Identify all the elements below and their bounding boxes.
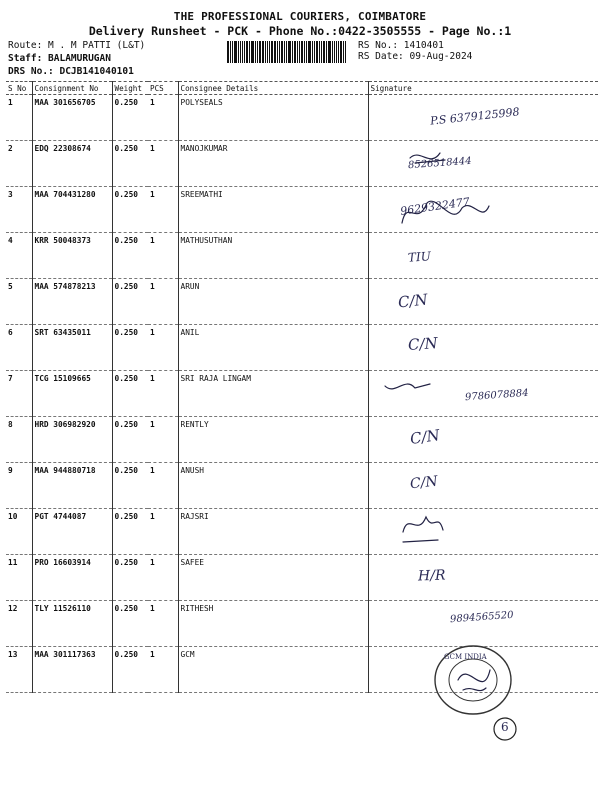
barcode-bar <box>279 41 280 63</box>
cell-sno: 10 <box>6 509 32 555</box>
cell-consignee: SRI RAJA LINGAM <box>178 371 368 417</box>
cell-weight: 0.250 <box>112 509 148 555</box>
table-row <box>6 509 598 555</box>
cell-sig <box>368 233 598 279</box>
barcode-bar <box>265 41 266 63</box>
cell-consignment: PRO 16603914 <box>32 555 112 601</box>
cell-consignee: SREEMATHI <box>178 187 368 233</box>
cell-consignee: RITHESH <box>178 601 368 647</box>
barcode-bar <box>240 41 242 63</box>
barcode-bar <box>249 41 250 63</box>
barcode-bar <box>340 41 342 63</box>
col-signature: Signature <box>368 82 598 95</box>
handwritten-signature: C/N <box>409 473 439 493</box>
barcode-bar <box>281 41 283 63</box>
cell-sno: 4 <box>6 233 32 279</box>
company-name: THE PROFESSIONAL COURIERS, COIMBATORE <box>173 10 427 23</box>
route-label: Route: M . M PATTI (L&T) <box>8 40 146 51</box>
cell-consignee: ANUSH <box>178 463 368 509</box>
barcode-bar <box>308 41 311 63</box>
col-weight: Weight <box>112 82 148 95</box>
cell-consignee: SAFEE <box>178 555 368 601</box>
barcode-bar <box>294 41 296 63</box>
cell-pcs: 1 <box>148 187 178 233</box>
rs-date: RS Date: 09-Aug-2024 <box>358 51 473 62</box>
cell-consignment: MAA 574878213 <box>32 279 112 325</box>
barcode-bar <box>332 41 333 63</box>
col-pcs: PCS <box>148 82 178 95</box>
cell-weight: 0.250 <box>112 187 148 233</box>
cell-consignment: EDQ 22308674 <box>32 141 112 187</box>
cell-consignee: MATHUSUTHAN <box>178 233 368 279</box>
barcode-bar <box>227 41 229 63</box>
barcode-bar <box>297 41 298 63</box>
cell-sno: 6 <box>6 325 32 371</box>
barcode-bar <box>277 41 278 63</box>
cell-sno: 11 <box>6 555 32 601</box>
cell-weight: 0.250 <box>112 233 148 279</box>
cell-consignee: ANIL <box>178 325 368 371</box>
cell-sno: 2 <box>6 141 32 187</box>
barcode-bar <box>306 41 307 63</box>
stamp <box>428 640 518 720</box>
table-row <box>6 417 598 463</box>
cell-pcs: 1 <box>148 95 178 141</box>
barcode-bar <box>267 41 268 63</box>
table-row <box>6 187 598 233</box>
cell-sig <box>368 417 598 463</box>
cell-consignment: PGT 4744087 <box>32 509 112 555</box>
cell-consignment: SRT 63435011 <box>32 325 112 371</box>
cell-weight: 0.250 <box>112 141 148 187</box>
cell-consignee: POLYSEALS <box>178 95 368 141</box>
cell-pcs: 1 <box>148 417 178 463</box>
cell-weight: 0.250 <box>112 417 148 463</box>
staff-label: Staff: BALAMURUGAN <box>8 53 111 64</box>
cell-consignee: ARUN <box>178 279 368 325</box>
cell-weight: 0.250 <box>112 555 148 601</box>
cell-pcs: 1 <box>148 555 178 601</box>
handwritten-signature: C/N <box>397 290 429 312</box>
barcode-bar <box>345 41 346 63</box>
runsheet-title: Delivery Runsheet - PCK - Phone No.:0422-3505555 - Page No.:1 <box>88 24 512 38</box>
cell-pcs: 1 <box>148 647 178 693</box>
barcode-bar <box>316 41 318 63</box>
cell-sno: 5 <box>6 279 32 325</box>
barcode-bar <box>286 41 287 63</box>
barcode-bar <box>292 41 293 63</box>
cell-consignee: RAJSRI <box>178 509 368 555</box>
cell-weight: 0.250 <box>112 601 148 647</box>
cell-weight: 0.250 <box>112 647 148 693</box>
barcode-bar <box>257 41 258 63</box>
table-row <box>6 463 598 509</box>
table-row <box>6 141 598 187</box>
handwritten-signature: 9894565520 <box>449 609 514 626</box>
barcode-bar <box>284 41 285 63</box>
barcode-bar <box>328 41 331 63</box>
cell-consignment: HRD 306982920 <box>32 417 112 463</box>
signature-scribble <box>397 198 497 238</box>
barcode-bar <box>334 41 335 63</box>
table-row <box>6 325 598 371</box>
stamp-text: GCM INDIA <box>444 653 487 661</box>
barcode-bar <box>269 41 270 63</box>
barcode-bar <box>242 41 243 63</box>
barcode-bar <box>255 41 256 63</box>
cell-pcs: 1 <box>148 371 178 417</box>
barcode-bar <box>234 41 237 63</box>
cell-consignee: RENTLY <box>178 417 368 463</box>
barcode-bar <box>232 41 233 63</box>
cell-pcs: 1 <box>148 325 178 371</box>
cell-sig <box>368 463 598 509</box>
barcode-bar <box>321 41 322 63</box>
cell-sno: 7 <box>6 371 32 417</box>
barcode-bar <box>238 41 239 63</box>
cell-sno: 3 <box>6 187 32 233</box>
cell-pcs: 1 <box>148 141 178 187</box>
cell-consignment: MAA 301656705 <box>32 95 112 141</box>
runsheet-table <box>6 81 598 693</box>
cell-sno: 9 <box>6 463 32 509</box>
circled-number-text: 6 <box>501 720 509 734</box>
cell-pcs: 1 <box>148 601 178 647</box>
barcode-bar <box>338 41 339 63</box>
handwritten-signature: C/N <box>407 333 439 355</box>
cell-weight: 0.250 <box>112 95 148 141</box>
cell-pcs: 1 <box>148 509 178 555</box>
cell-consignee: MANOJKUMAR <box>178 141 368 187</box>
table-row <box>6 279 598 325</box>
barcode-bar <box>271 41 274 63</box>
barcode-bar <box>244 41 245 63</box>
handwritten-signature: 9629322477 <box>399 195 471 218</box>
cell-sno: 1 <box>6 95 32 141</box>
col-consignment: Consignment No <box>32 82 112 95</box>
cell-consignment: MAA 944880718 <box>32 463 112 509</box>
cell-weight: 0.250 <box>112 325 148 371</box>
col-consignee: Consignee Details <box>178 82 368 95</box>
handwritten-signature: 8526518444 <box>407 155 472 172</box>
table-row <box>6 233 598 279</box>
barcode-bar <box>259 41 261 63</box>
barcode-bar <box>336 41 338 63</box>
barcode-bar <box>301 41 303 63</box>
barcode-bar <box>326 41 327 63</box>
rs-number: RS No.: 1410401 <box>358 40 444 51</box>
barcode-bar <box>312 41 313 63</box>
cell-sno: 12 <box>6 601 32 647</box>
cell-sno: 8 <box>6 417 32 463</box>
barcode-bar <box>288 41 291 63</box>
cell-pcs: 1 <box>148 279 178 325</box>
handwritten-signature: 9786078884 <box>464 387 529 404</box>
handwritten-signature: H/R <box>417 567 446 585</box>
table-row <box>6 555 598 601</box>
barcode-bar <box>343 41 344 63</box>
barcode-bar <box>323 41 325 63</box>
table-header-row <box>6 82 598 95</box>
handwritten-signature: C/N <box>408 426 441 448</box>
barcode-bar <box>314 41 315 63</box>
col-sno: S No <box>6 82 32 95</box>
barcode-bar <box>274 41 276 63</box>
cell-sig <box>368 555 598 601</box>
signature-scribble <box>405 148 505 188</box>
handwritten-signature: P.S 6379125998 <box>429 105 521 128</box>
barcode-bar <box>262 41 264 63</box>
barcode-bar <box>230 41 231 63</box>
cell-weight: 0.250 <box>112 279 148 325</box>
barcode-bar <box>319 41 320 63</box>
cell-consignment: KRR 50048373 <box>32 233 112 279</box>
cell-weight: 0.250 <box>112 463 148 509</box>
cell-consignment: MAA 704431280 <box>32 187 112 233</box>
barcode-bar <box>246 41 248 63</box>
barcode-bar <box>304 41 306 63</box>
cell-consignment: TCG 15109665 <box>32 371 112 417</box>
cell-sig <box>368 325 598 371</box>
drs-number: DRS No.: DCJB141040101 <box>8 66 134 77</box>
barcode <box>227 41 347 63</box>
barcode-bar <box>251 41 254 63</box>
cell-consignment: TLY 11526110 <box>32 601 112 647</box>
cell-consignment: MAA 301117363 <box>32 647 112 693</box>
signature-scribble <box>398 512 498 552</box>
signature-scribble <box>380 376 480 416</box>
handwritten-signature: TIU <box>407 249 432 265</box>
barcode-bar <box>299 41 300 63</box>
cell-pcs: 1 <box>148 463 178 509</box>
cell-sno: 13 <box>6 647 32 693</box>
cell-consignee: GCM <box>178 647 368 693</box>
cell-pcs: 1 <box>148 233 178 279</box>
cell-weight: 0.250 <box>112 371 148 417</box>
